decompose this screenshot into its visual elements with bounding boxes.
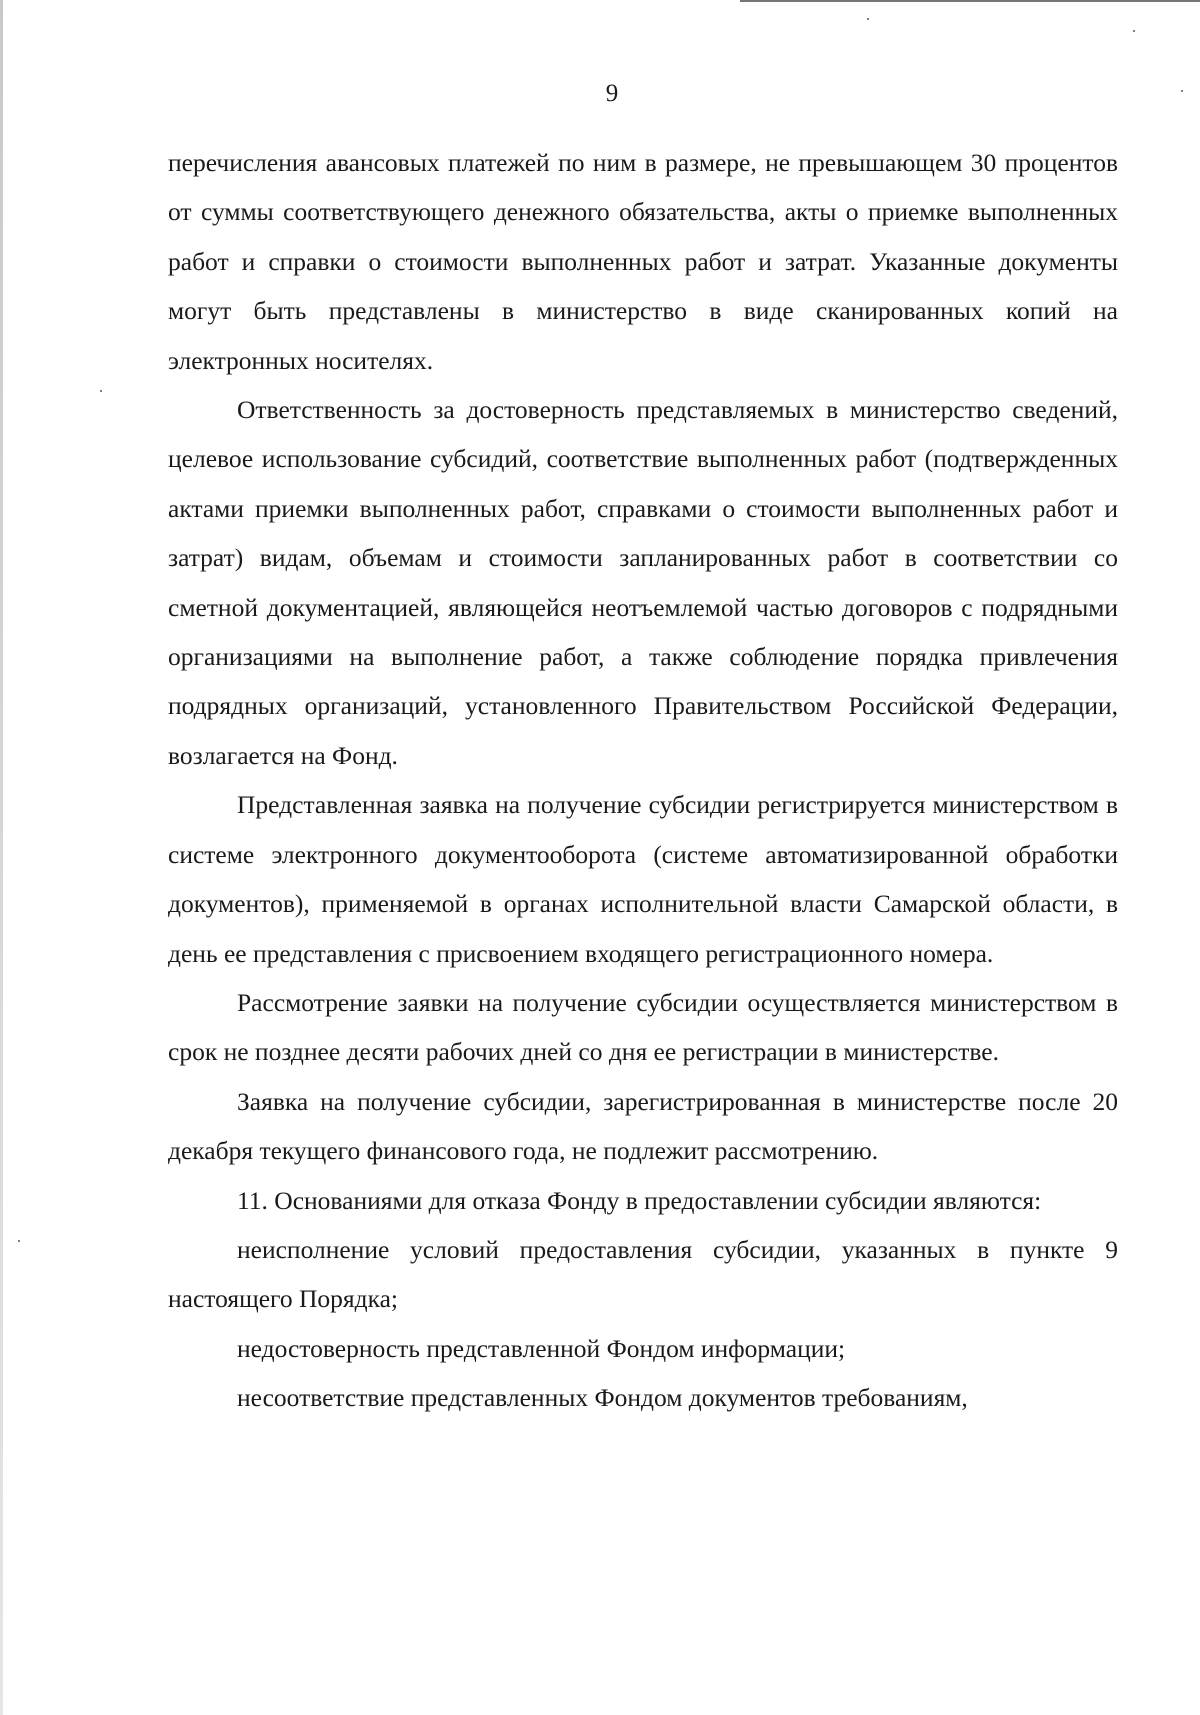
list-item-inaccuracy: недостоверность представленной Фондом информации; xyxy=(237,1333,846,1363)
top-rule xyxy=(740,0,1200,2)
scan-speck xyxy=(1133,30,1135,32)
paragraph-refusal-grounds: 11. Основаниями для отказа Фонду в предоставлении субсидии являются: xyxy=(237,1185,1042,1215)
paragraph-deadline: Заявка на получение субсидии, зарегистрированная в министерстве после 20 декабря текущего финансового года, не подлежит рассмотрению. xyxy=(168,1086,1118,1166)
paragraph-registration: Представленная заявка на получение субсидии регистрируется министерством в системе электронного документооборота (системе автоматизированной обработки документов), применяемой в органах исполнительной власти Самарской области, в день ее представления с присвоением входящего регистрационного номера. xyxy=(168,790,1118,968)
scan-speck xyxy=(100,390,102,392)
scan-speck xyxy=(18,1240,20,1242)
document-body xyxy=(168,138,1118,1423)
page-number: 9 xyxy=(605,80,619,107)
list-item-nonconformity: несоответствие представленных Фондом документов требованиям, xyxy=(237,1383,968,1413)
list-item-conditions: неисполнение условий предоставления субсидии, указанных в пункте 9 настоящего Порядка; xyxy=(168,1234,1118,1314)
scan-edge xyxy=(0,0,3,1715)
paragraph-review-term: Рассмотрение заявки на получение субсидии осуществляется министерством в срок не позднее десяти рабочих дней со дня ее регистрации в министерстве. xyxy=(168,987,1118,1067)
scan-speck xyxy=(867,18,869,20)
paragraph-continuation: перечисления авансовых платежей по ним в размере, не превышающем 30 процентов от суммы соответствующего денежного обязательства, акты о приемке выполненных работ и справки о стоимости выполненных работ и затрат. Указанные документы могут быть представлены в министерство в виде сканированных копий на электронных носителях. xyxy=(168,148,1118,375)
paragraph-responsibility: Ответственность за достоверность представляемых в министерство сведений, целевое использование субсидий, соответствие выполненных работ (подтвержденных актами приемки выполненных работ, справками о стоимости выполненных работ и затрат) видам, объемам и стоимости запланированных работ в соответствии со сметной документацией, являющейся неотъемлемой частью договоров с подрядными организациями на выполнение работ, а также соблюдение порядка привлечения подрядных организаций, установленного Правительством Российской Федерации, возлагается на Фонд. xyxy=(168,395,1118,770)
